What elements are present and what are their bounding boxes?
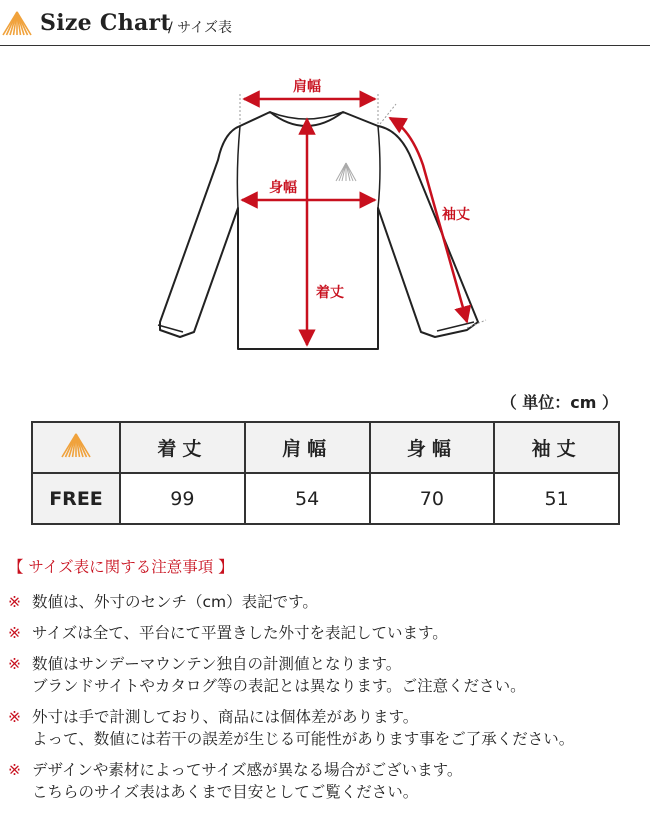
note-mark: ※ [8, 655, 21, 673]
body-length-label: 着丈 [316, 285, 344, 301]
shoulder-width-label: 肩幅 [293, 79, 321, 95]
row-header-size: FREE [32, 473, 120, 524]
note-text: サイズは全て、平台にて平置きした外寸を表記しています。 [32, 624, 448, 642]
note-mark: ※ [8, 708, 21, 726]
cell-body-width: 70 [370, 473, 495, 524]
note-text: 数値は、外寸のセンチ（cm）表記です。 [32, 593, 318, 611]
note-text: 外寸は手で計測しており、商品には個体差があります。 [32, 708, 419, 726]
header-divider [0, 45, 650, 46]
cell-shoulder-width: 54 [245, 473, 370, 524]
note-mark: ※ [8, 624, 21, 642]
size-notes [8, 556, 648, 812]
note-text: こちらのサイズ表はあくまで目安としてご覧ください。 [32, 783, 419, 801]
size-table [31, 421, 620, 525]
note-item [8, 591, 648, 613]
sleeve-length-label: 袖丈 [442, 207, 470, 223]
column-header-sleeve-length: 袖丈 [494, 422, 619, 473]
table-header-row [32, 422, 619, 473]
body-width-label: 身幅 [269, 180, 297, 196]
garment-measurement-diagram [0, 60, 650, 370]
note-item [8, 622, 648, 644]
note-item [8, 653, 648, 697]
note-text: デザインや素材によってサイズ感が異なる場合がございます。 [32, 761, 463, 779]
table-row [32, 473, 619, 524]
page-header [0, 0, 650, 46]
sweater-outline [160, 112, 478, 349]
mountain-logo-icon [2, 10, 32, 36]
page-subtitle: / サイズ表 [168, 20, 233, 36]
column-header-shoulder-width: 肩幅 [245, 422, 370, 473]
note-item [8, 706, 648, 750]
page-title: Size Chart [40, 10, 171, 36]
cell-body-length: 99 [120, 473, 245, 524]
note-text: 数値はサンデーマウンテン独自の計測値となります。 [32, 655, 402, 673]
notes-title: 【 サイズ表に関する注意事項 】 [8, 558, 234, 576]
table-corner-logo [32, 422, 120, 473]
note-mark: ※ [8, 593, 21, 611]
note-text: ブランドサイトやカタログ等の表記とは異なります。ご注意ください。 [32, 677, 526, 695]
cell-sleeve-length: 51 [494, 473, 619, 524]
mountain-logo-icon [59, 432, 93, 458]
note-item [8, 759, 648, 803]
column-header-body-length: 着丈 [120, 422, 245, 473]
note-text: よって、数値には若干の誤差が生じる可能性があります事をご了承ください。 [32, 730, 575, 748]
note-mark: ※ [8, 761, 21, 779]
column-header-body-width: 身幅 [370, 422, 495, 473]
unit-note: （ 単位：cm ） [500, 393, 618, 412]
